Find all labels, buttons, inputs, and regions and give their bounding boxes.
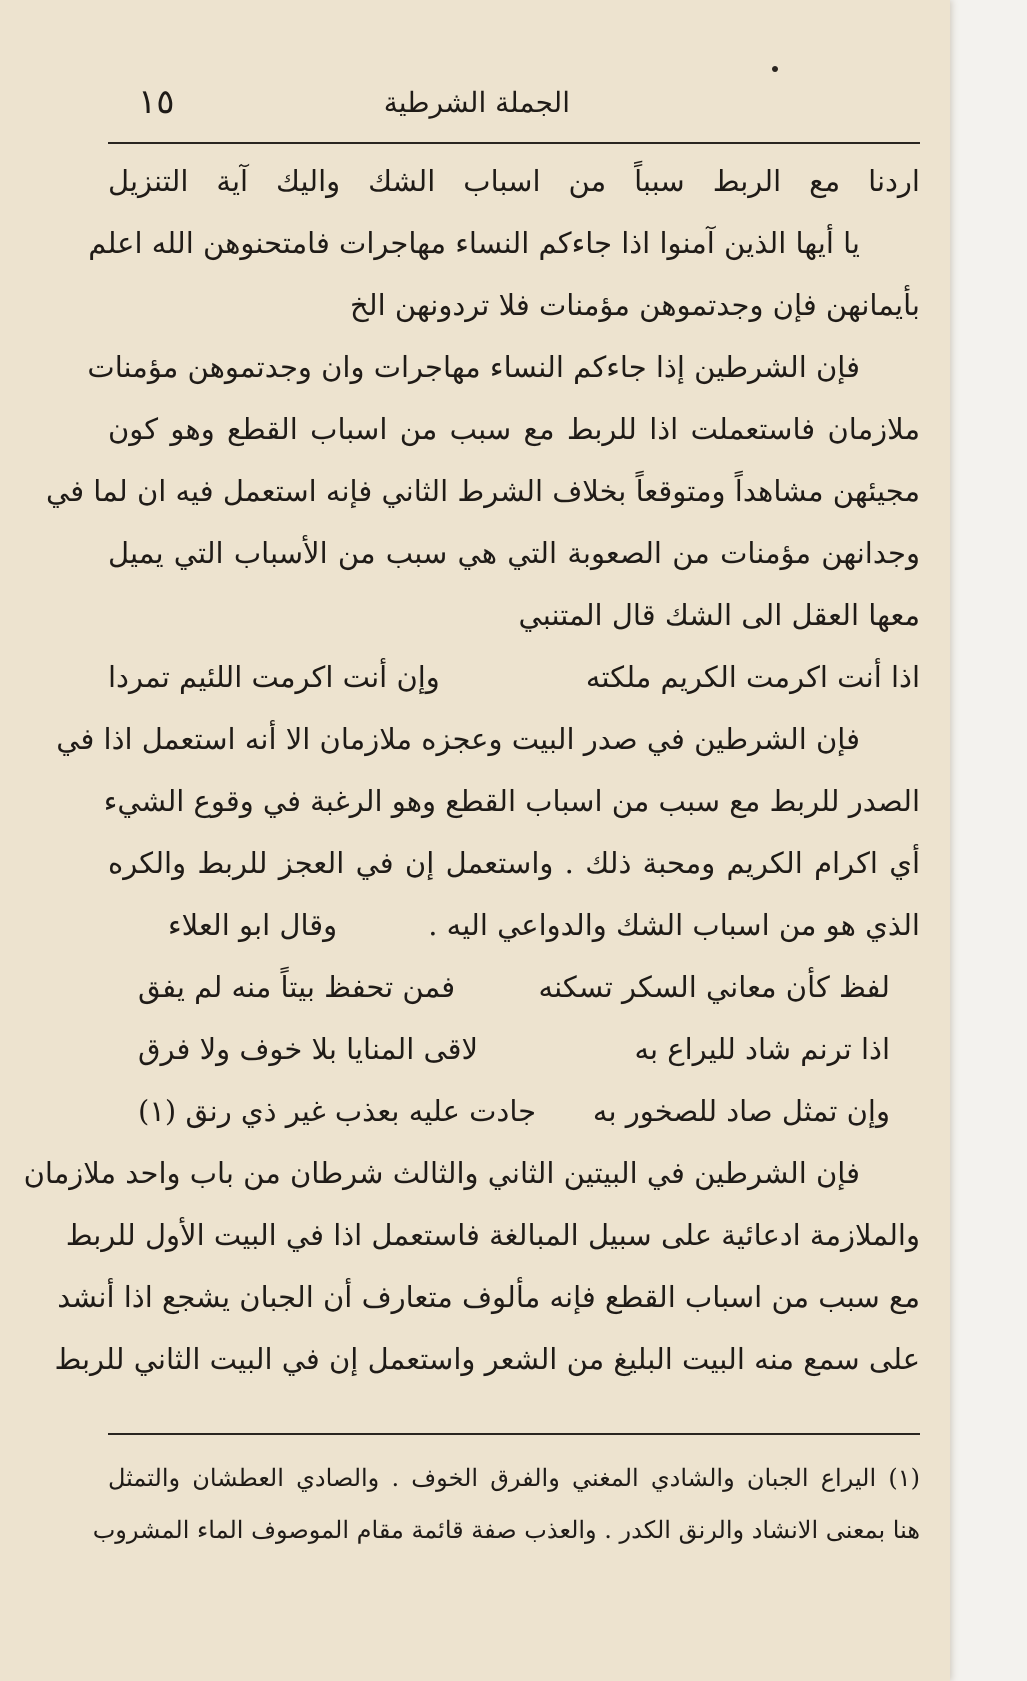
text-line: على سمع منه البيت البليغ من الشعر واستعمل إن في البيت الثاني للربط xyxy=(54,1342,920,1376)
main-text xyxy=(23,150,920,1390)
text-line: يا أيها الذين آمنوا اذا جاءكم النساء مهاجرات فامتحنوهن الله اعلم xyxy=(88,226,860,260)
text-line: مجيئهن مشاهداً ومتوقعاً بخلاف الشرط الثاني فإنه استعمل فيه ان لما في xyxy=(46,474,920,508)
verse-line xyxy=(108,1018,920,1080)
verse-second-hemistich: فمن تحفظ بيتاً منه لم يفق xyxy=(138,970,456,1004)
page-header xyxy=(108,78,920,138)
poet-attribution: وقال ابو العلاء xyxy=(168,908,338,942)
text-line: بأيمانهن فإن وجدتموهن مؤمنات فلا تردونهن الخ xyxy=(350,288,920,322)
text-line: مع سبب من اسباب القطع فإنه مألوف متعارف أن الجبان يشجع اذا أنشد xyxy=(57,1280,920,1314)
text-line: اردنا مع الربط سبباً من اسباب الشك واليك آية التنزيل xyxy=(108,164,920,198)
text-line: الذي هو من اسباب الشك والدواعي اليه . xyxy=(428,908,920,942)
text-line: ملازمان فاستعملت اذا للربط مع سبب من اسباب القطع وهو كون xyxy=(108,412,920,446)
verse-second-hemistich: لاقى المنايا بلا خوف ولا فرق xyxy=(138,1032,479,1066)
verse-second-hemistich: جادت عليه بعذب غير ذي رنق (١) xyxy=(138,1094,537,1128)
footnote xyxy=(92,1452,920,1556)
text-line: فإن الشرطين إذا جاءكم النساء مهاجرات وان وجدتموهن مؤمنات xyxy=(87,350,860,384)
ink-dot xyxy=(772,66,778,72)
verse-line xyxy=(108,646,920,708)
verse-first-hemistich: اذا ترنم شاد لليراع به xyxy=(634,1032,890,1066)
text-line: فإن الشرطين في البيتين الثاني والثالث شرطان من باب واحد ملازمان xyxy=(23,1156,860,1190)
page-number: ١٥ xyxy=(138,82,175,122)
footnote-rule xyxy=(108,1433,920,1435)
text-line: الصدر للربط مع سبب من اسباب القطع وهو الرغبة في وقوع الشيء xyxy=(103,784,920,818)
text-line: وجدانهن مؤمنات من الصعوبة التي هي سبب من الأسباب التي يميل xyxy=(108,536,920,570)
text-line: أي اكرام الكريم ومحبة ذلك . واستعمل إن في العجز للربط والكره xyxy=(108,846,920,880)
footnote-line: (١) اليراع الجبان والشادي المغني والفرق الخوف . والصادي العطشان والتمثل xyxy=(108,1464,920,1492)
verse-first-hemistich: اذا أنت اكرمت الكريم ملكته xyxy=(585,660,920,694)
header-rule xyxy=(108,142,920,144)
verse-line xyxy=(108,956,920,1018)
footnote-line: هنا بمعنى الانشاد والرنق الكدر . والعذب صفة قائمة مقام الموصوف الماء المشروب xyxy=(92,1516,920,1544)
text-line: فإن الشرطين في صدر البيت وعجزه ملازمان الا أنه استعمل اذا في xyxy=(56,722,860,756)
verse-first-hemistich: وإن تمثل صاد للصخور به xyxy=(592,1094,890,1128)
text-line-with-attribution xyxy=(108,894,920,956)
verse-line xyxy=(108,1080,920,1142)
verse-first-hemistich: لفظ كأن معاني السكر تسكنه xyxy=(538,970,890,1004)
text-line: معها العقل الى الشك قال المتنبي xyxy=(518,598,920,632)
running-title: الجملة الشرطية xyxy=(383,86,570,119)
text-line: والملازمة ادعائية على سبيل المبالغة فاستعمل اذا في البيت الأول للربط xyxy=(65,1218,920,1252)
verse-second-hemistich: وإن أنت اكرمت اللئيم تمردا xyxy=(108,660,440,694)
